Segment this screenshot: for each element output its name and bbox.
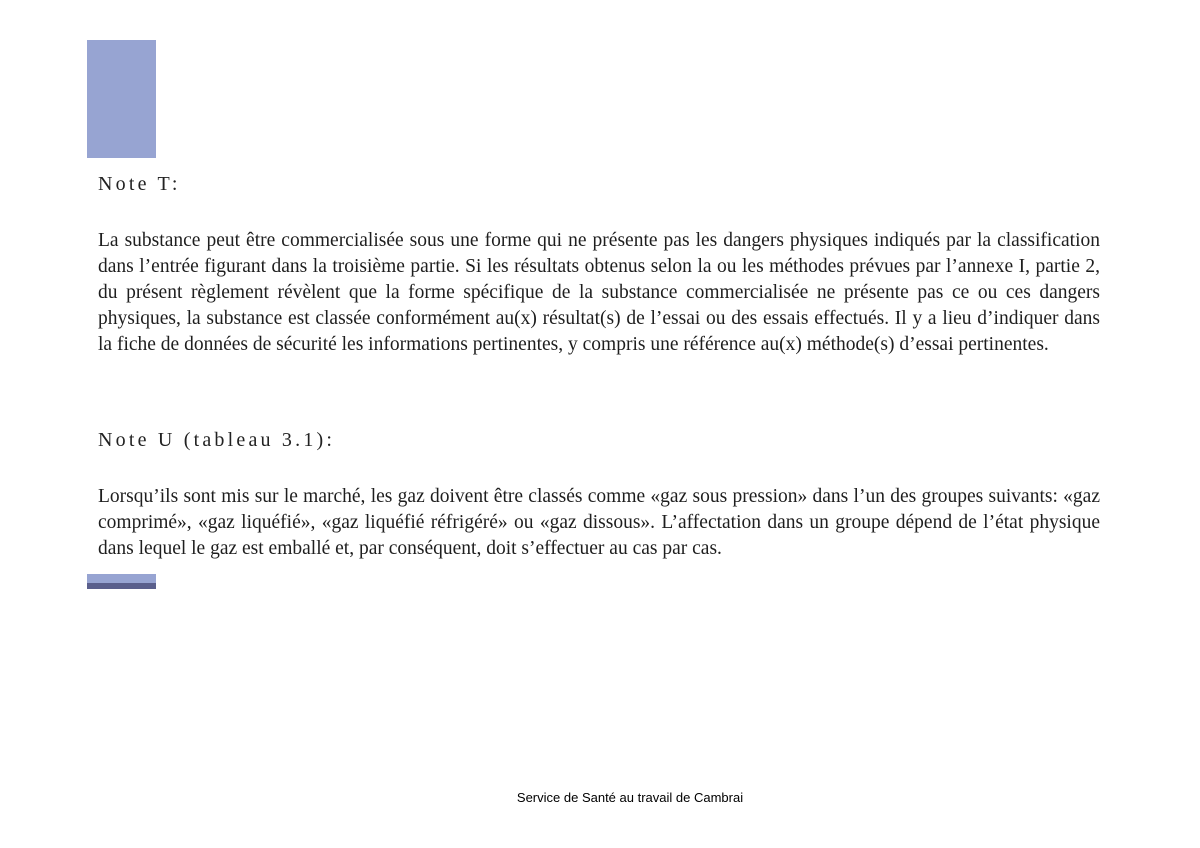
divider-dark-band xyxy=(87,583,156,589)
note-t-heading: Note T: xyxy=(98,173,181,195)
divider-light-band xyxy=(87,574,156,583)
page-footer: Service de Santé au travail de Cambrai xyxy=(516,790,744,805)
section-divider xyxy=(87,574,156,589)
note-u-body: Lorsqu’ils sont mis sur le marché, les gaz doivent être classés comme «gaz sous pression» dans l’un des groupes suivants: «gaz comprimé», «gaz liquéfié», «gaz liquéfié réfrigéré» ou «gaz dissous». L’affectation dans un groupe dépend de l’état physique dans lequel le gaz est emballé et, par conséquent, doit s’effectuer au cas par cas. xyxy=(98,486,1100,559)
note-t-body: La substance peut être commercialisée sous une forme qui ne présente pas les dangers physiques indiqués par la classification dans l’entrée figurant dans la troisième partie. Si les résultats obtenus selon la ou les méthodes prévues par l’annexe I, partie 2, du présent règlement révèlent que la forme spécifique de la substance commercialisée ne présente pas ce ou ces dangers physiques, la substance est classée conformément au(x) résultat(s) de l’essai ou des essais effectués. Il y a lieu d’indiquer dans la fiche de données de sécurité les informations pertinentes, y compris une référence au(x) méthode(s) d’essai pertinentes. xyxy=(98,230,1100,355)
note-u-heading: Note U (tableau 3.1): xyxy=(98,429,336,451)
accent-block xyxy=(87,40,156,158)
